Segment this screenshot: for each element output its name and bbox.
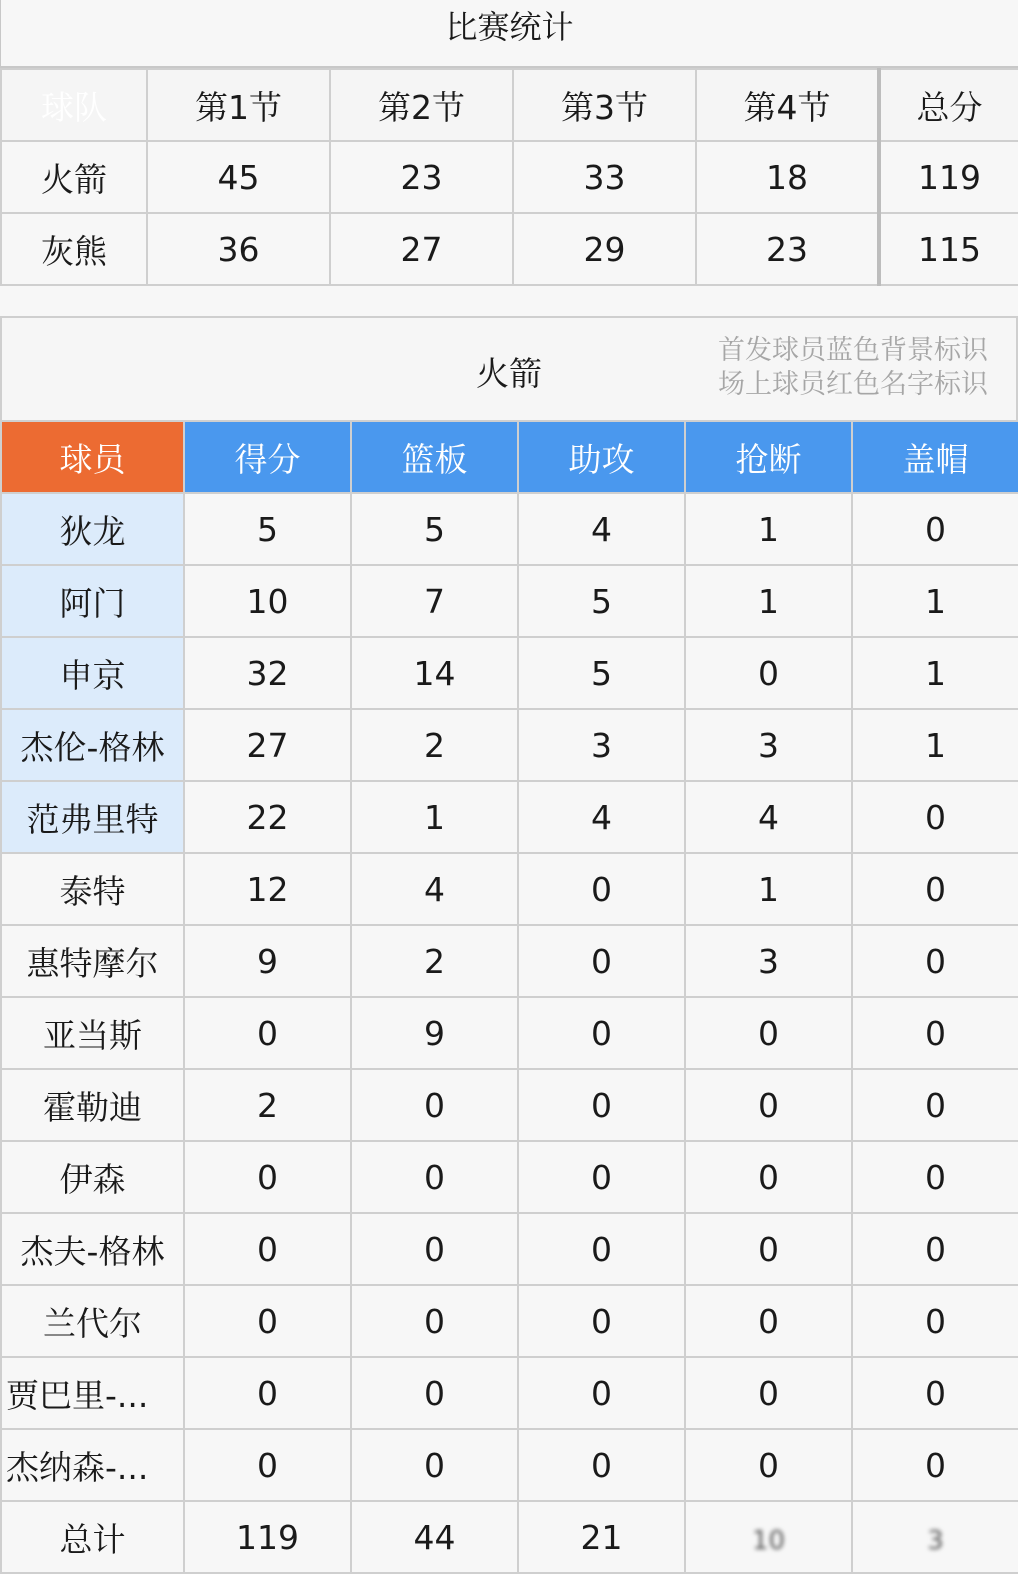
quarter-score: 27 xyxy=(330,213,513,285)
score-table xyxy=(0,68,1018,286)
quarter-score: 45 xyxy=(147,141,330,213)
stat-cell: 0 xyxy=(351,1357,518,1429)
total-stat-value: 119 xyxy=(236,1517,299,1557)
stat-cell: 0 xyxy=(351,1213,518,1285)
score-row-grizzlies xyxy=(1,213,1018,285)
player-name: 伊森 xyxy=(1,1141,184,1213)
stat-cell: 0 xyxy=(184,1285,351,1357)
stat-cell: 0 xyxy=(852,493,1018,565)
player-table-team: 火箭 xyxy=(476,354,542,393)
total-stat xyxy=(852,1501,1018,1573)
player-name: 杰伦-格林 xyxy=(1,709,184,781)
team-name: 灰熊 xyxy=(1,213,147,285)
stat-cell: 0 xyxy=(518,1213,685,1285)
stat-cell: 0 xyxy=(852,1357,1018,1429)
player-name: 杰纳森-... xyxy=(1,1429,184,1501)
stat-cell: 0 xyxy=(184,997,351,1069)
quarter-score: 23 xyxy=(696,213,879,285)
header-team: 球队 xyxy=(1,69,147,141)
header-steals: 抢断 xyxy=(685,421,852,493)
stat-cell: 1 xyxy=(685,565,852,637)
stat-cell: 0 xyxy=(852,997,1018,1069)
player-row xyxy=(1,637,1018,709)
header-total: 总分 xyxy=(879,69,1018,141)
player-name: 泰特 xyxy=(1,853,184,925)
stat-cell: 1 xyxy=(685,853,852,925)
score-table-title: 比赛统计 xyxy=(0,0,1018,68)
player-row xyxy=(1,1213,1018,1285)
stat-cell: 0 xyxy=(351,1285,518,1357)
legend-note xyxy=(718,334,988,402)
stat-cell: 1 xyxy=(852,709,1018,781)
player-row xyxy=(1,565,1018,637)
score-header-row xyxy=(1,69,1018,141)
stat-cell: 3 xyxy=(685,709,852,781)
player-name: 贾巴里-... xyxy=(1,1357,184,1429)
player-name: 兰代尔 xyxy=(1,1285,184,1357)
stat-cell: 0 xyxy=(852,1141,1018,1213)
player-name: 惠特摩尔 xyxy=(1,925,184,997)
player-row xyxy=(1,1069,1018,1141)
stat-cell: 0 xyxy=(852,853,1018,925)
total-score: 119 xyxy=(879,141,1018,213)
total-stat xyxy=(518,1501,685,1573)
stat-cell: 2 xyxy=(351,925,518,997)
player-stats xyxy=(0,316,1018,1574)
stat-cell: 12 xyxy=(184,853,351,925)
player-name: 申京 xyxy=(1,637,184,709)
stat-cell: 4 xyxy=(518,781,685,853)
stat-cell: 7 xyxy=(351,565,518,637)
header-assists: 助攻 xyxy=(518,421,685,493)
stat-cell: 0 xyxy=(184,1141,351,1213)
quarter-score: 18 xyxy=(696,141,879,213)
stat-cell: 0 xyxy=(685,997,852,1069)
quarter-score: 29 xyxy=(513,213,696,285)
total-stat-value: 21 xyxy=(580,1517,623,1557)
stat-cell: 0 xyxy=(852,781,1018,853)
stat-cell: 0 xyxy=(351,1141,518,1213)
stat-cell: 0 xyxy=(518,853,685,925)
stat-cell: 0 xyxy=(184,1357,351,1429)
stat-cell: 1 xyxy=(685,493,852,565)
player-table xyxy=(0,420,1018,1574)
player-name: 霍勒迪 xyxy=(1,1069,184,1141)
stat-cell: 2 xyxy=(351,709,518,781)
total-label: 总计 xyxy=(1,1501,184,1573)
total-row xyxy=(1,1501,1018,1573)
header-q4: 第4节 xyxy=(696,69,879,141)
player-row xyxy=(1,781,1018,853)
total-stat-value: 3 xyxy=(927,1525,944,1556)
stat-cell: 3 xyxy=(685,925,852,997)
player-row xyxy=(1,1429,1018,1501)
legend-note-starter: 首发球员蓝色背景标识 xyxy=(718,335,988,366)
total-score: 115 xyxy=(879,213,1018,285)
stat-cell: 0 xyxy=(518,997,685,1069)
stat-cell: 9 xyxy=(351,997,518,1069)
stat-cell: 22 xyxy=(184,781,351,853)
stat-cell: 4 xyxy=(351,853,518,925)
stat-cell: 4 xyxy=(518,493,685,565)
stat-cell: 0 xyxy=(685,637,852,709)
header-blocks: 盖帽 xyxy=(852,421,1018,493)
quarter-score: 23 xyxy=(330,141,513,213)
player-name: 范弗里特 xyxy=(1,781,184,853)
player-row xyxy=(1,925,1018,997)
stat-cell: 0 xyxy=(685,1357,852,1429)
stat-cell: 2 xyxy=(184,1069,351,1141)
stat-cell: 14 xyxy=(351,637,518,709)
stat-cell: 0 xyxy=(685,1069,852,1141)
stat-cell: 0 xyxy=(685,1213,852,1285)
total-stat-value: 10 xyxy=(751,1525,786,1556)
quarter-score: 36 xyxy=(147,213,330,285)
stat-cell: 5 xyxy=(518,565,685,637)
stat-cell: 0 xyxy=(351,1429,518,1501)
stat-cell: 0 xyxy=(852,1429,1018,1501)
header-q2: 第2节 xyxy=(330,69,513,141)
stat-cell: 0 xyxy=(685,1285,852,1357)
stat-cell: 1 xyxy=(351,781,518,853)
stat-cell: 0 xyxy=(518,1285,685,1357)
stat-cell: 0 xyxy=(518,1069,685,1141)
stat-cell: 3 xyxy=(518,709,685,781)
stat-cell: 1 xyxy=(852,565,1018,637)
stat-cell: 0 xyxy=(351,1069,518,1141)
player-row xyxy=(1,493,1018,565)
stat-cell: 1 xyxy=(852,637,1018,709)
header-player: 球员 xyxy=(1,421,184,493)
player-row xyxy=(1,1357,1018,1429)
player-row xyxy=(1,853,1018,925)
total-stat-value: 44 xyxy=(413,1517,456,1557)
player-row xyxy=(1,1141,1018,1213)
header-q1: 第1节 xyxy=(147,69,330,141)
stat-cell: 0 xyxy=(184,1429,351,1501)
stat-cell: 0 xyxy=(852,1285,1018,1357)
stat-cell: 5 xyxy=(518,637,685,709)
player-name: 狄龙 xyxy=(1,493,184,565)
header-q3: 第3节 xyxy=(513,69,696,141)
stat-cell: 0 xyxy=(852,1069,1018,1141)
total-stat xyxy=(685,1501,852,1573)
quarter-score: 33 xyxy=(513,141,696,213)
stat-cell: 0 xyxy=(685,1429,852,1501)
player-row xyxy=(1,997,1018,1069)
stat-cell: 5 xyxy=(184,493,351,565)
stat-cell: 9 xyxy=(184,925,351,997)
stat-cell: 0 xyxy=(518,1429,685,1501)
stat-cell: 0 xyxy=(852,925,1018,997)
header-points: 得分 xyxy=(184,421,351,493)
stat-cell: 10 xyxy=(184,565,351,637)
total-stat xyxy=(351,1501,518,1573)
player-header-row xyxy=(1,421,1018,493)
stat-cell: 0 xyxy=(184,1213,351,1285)
header-rebounds: 篮板 xyxy=(351,421,518,493)
stat-cell: 32 xyxy=(184,637,351,709)
score-summary xyxy=(0,0,1018,286)
stat-cell: 0 xyxy=(518,1141,685,1213)
stat-cell: 0 xyxy=(852,1213,1018,1285)
stat-cell: 27 xyxy=(184,709,351,781)
player-name: 杰夫-格林 xyxy=(1,1213,184,1285)
stat-cell: 5 xyxy=(351,493,518,565)
player-row xyxy=(1,709,1018,781)
player-table-header xyxy=(0,316,1018,420)
score-row-rockets xyxy=(1,141,1018,213)
stat-cell: 4 xyxy=(685,781,852,853)
stat-cell: 0 xyxy=(685,1141,852,1213)
stat-cell: 0 xyxy=(518,1357,685,1429)
player-table-body xyxy=(1,421,1018,1573)
player-row xyxy=(1,1285,1018,1357)
team-name: 火箭 xyxy=(1,141,147,213)
player-name: 亚当斯 xyxy=(1,997,184,1069)
stat-cell: 0 xyxy=(518,925,685,997)
total-stat xyxy=(184,1501,351,1573)
legend-note-oncourt: 场上球员红色名字标识 xyxy=(718,369,988,400)
player-name: 阿门 xyxy=(1,565,184,637)
